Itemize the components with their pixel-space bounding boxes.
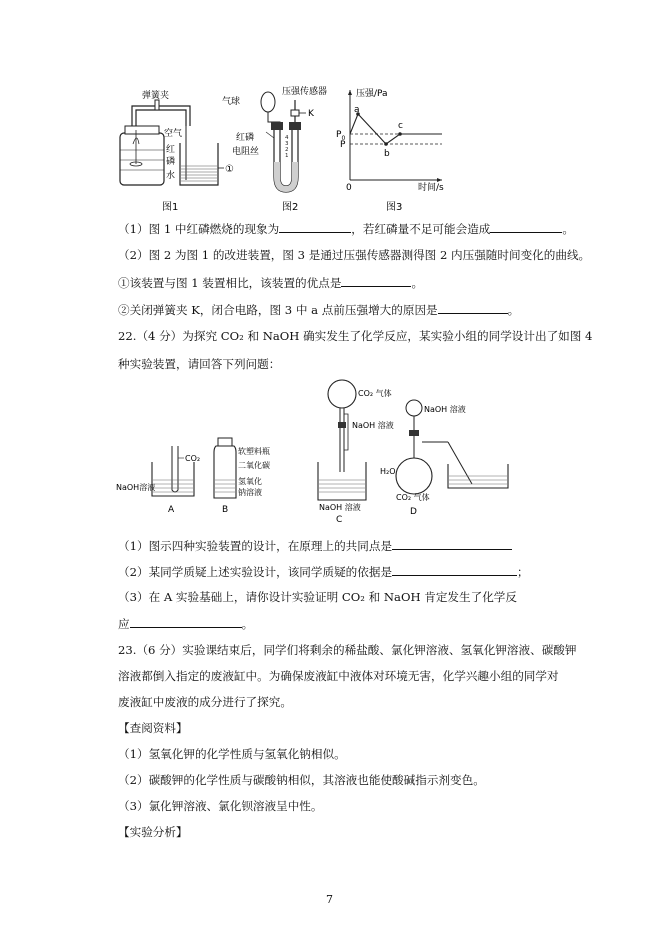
fig3-pt-a: a [354,105,360,115]
q23-heading-research: 【查阅资料】 [118,721,188,735]
figC-naoh: NaOH 溶液 [352,421,394,430]
figure-3 [330,82,448,218]
fig2-caption: 图2 [282,202,299,213]
figD-naoh: NaOH 溶液 [424,405,466,414]
fig1-mark: ① [225,164,234,175]
q23-ref-3: （3）氯化钾溶液、氯化钡溶液呈中性。 [118,799,323,813]
fig3-pt-b: b [384,149,390,159]
fig2-k-label: K [308,109,314,119]
fig3-pt-c: c [398,121,403,131]
figA-letter: A [168,505,175,515]
q22-q1: （1）图示四种实验装置的设计，在原理上的共同点是 [118,537,512,554]
svg-text:4: 4 [285,135,289,141]
fig3-xlabel: 时间/s [418,183,444,193]
fig1-phos-label2: 磷 [166,157,176,167]
q21-line1: （1）图 1 中红磷燃烧的现象为 ，若红磷量不足可能会造成 。 [118,222,574,236]
figure-2 [222,82,330,218]
q21-blank-3[interactable] [341,274,411,287]
q21-line3: ①该装置与图 1 装置相比，该装置的优点是 。 [118,276,424,290]
q22-blank-2[interactable] [392,563,517,576]
figB-label2: 二氧化碳 [238,461,270,470]
q22-intro-2: 种实验装置，请回答下列问题： [118,357,281,371]
q22-q2: （2）某同学质疑上述实验设计，该同学质疑的依据是 ； [118,565,529,579]
figA-co2: CO₂ [185,454,201,463]
q23-line3: 废液缸中废液的成分进行了探究。 [118,695,292,709]
figure-4 [112,372,512,524]
q21-line4: ②关闭弹簧夹 K，闭合电路，图 3 中 a 点前压强增大的原因是 。 [118,303,520,317]
figC-bottom: NaOH 溶液 [319,503,361,512]
q23-ref-2: （2）碳酸钾的化学性质与碳酸钠相似，其溶液也能使酸碱指示剂变色。 [118,773,485,787]
page-number: 7 [326,893,333,906]
q22-q3-cont: 应 。 [118,617,254,631]
fig2-phos-label: 红磷 [236,133,255,143]
fig2-balloon-label: 气球 [222,97,241,107]
fig1-air-label: 空气 [164,129,183,139]
fig3-p: P [340,140,346,150]
fig2-wire-label: 电阻丝 [232,147,260,157]
fig3-caption: 图3 [386,202,403,213]
figA-naoh: NaOH溶液 [116,483,156,492]
figD-letter: D [410,507,417,517]
q22-intro-1: 22.（4 分）为探究 CO₂ 和 NaOH 确实发生了化学反应，某实验小组的同学设计出了如图 4 [118,329,593,343]
fig1-clamp-label: 弹簧夹 [142,91,170,101]
figB-label1: 软塑料瓶 [238,447,270,456]
figD-h2o: H₂O [380,467,396,476]
figC-letter: C [336,515,343,524]
svg-text:2: 2 [285,147,289,153]
fig1-water-label: 水 [166,171,176,181]
svg-text:3: 3 [285,141,289,147]
q22-blank-1[interactable] [392,537,512,550]
q21-blank-4[interactable] [438,301,508,314]
figB-label3: 氢氧化 [238,477,262,486]
q22-blank-3[interactable] [130,615,242,628]
figD-co2: CO₂ 气体 [396,493,430,502]
q23-line1: 23.（6 分）实验课结束后，同学们将剩余的稀盐酸、氯化钾溶液、氢氧化钾溶液、碳酸钾 [118,643,577,657]
q21-blank-2[interactable] [490,220,562,233]
q23-ref-1: （1）氢氧化钾的化学性质与氢氧化钠相似。 [118,747,346,761]
fig1-phos-label1: 红 [166,145,176,155]
q23-line2: 溶液都倒入指定的废液缸中。为确保废液缸中液体对环境无害，化学兴趣小组的同学对 [118,669,559,683]
q23-heading-analysis: 【实验分析】 [118,825,188,839]
q22-q3: （3）在 A 实验基础上，请你设计实验证明 CO₂ 和 NaOH 肯定发生了化学反 [118,590,517,604]
fig3-ylabel: 压强/Pa [356,89,388,99]
figB-letter: B [222,505,229,515]
fig3-origin: 0 [346,183,352,193]
q21-blank-1[interactable] [279,220,351,233]
fig3-p0: $P_0$ [336,130,346,142]
figB-label4: 钠溶液 [238,488,262,497]
svg-text:1: 1 [285,153,289,159]
fig2-sensor-label: 压强传感器 [282,87,328,97]
figC-co2: CO₂ 气体 [358,389,392,398]
fig1-caption: 图1 [162,202,179,213]
q21-line2: （2）图 2 为图 1 的改进装置，图 3 是通过压强传感器测得图 2 内压强随时间变化的曲线。 [118,248,591,262]
